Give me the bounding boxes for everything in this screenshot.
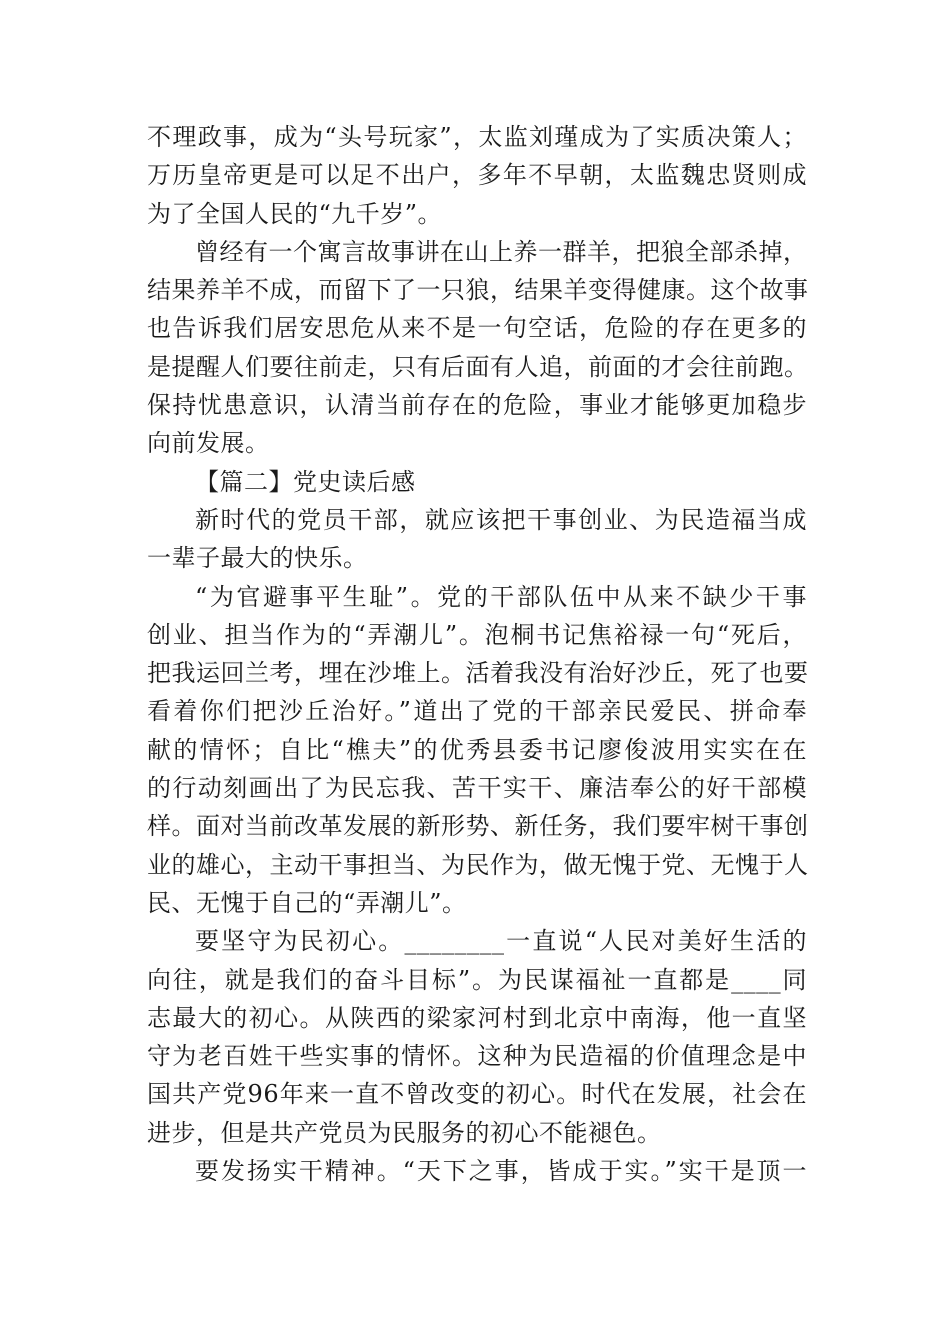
text-line: 业的雄心，主动干事担当、为民作为，做无愧于党、无愧于人 [147,850,809,879]
text-line: 新时代的党员干部，就应该把干事创业、为民造福当成 [195,505,807,534]
text-line: 献的情怀；自比“樵夫”的优秀县委书记廖俊波用实实在在 [147,735,807,764]
text-line: 要坚守为民初心。________一直说“人民对美好生活的 [195,927,807,956]
text-line: 一辈子最大的快乐。 [147,544,368,573]
text-line: 样。面对当前改革发展的新形势、新任务，我们要牢树干事创 [147,812,809,841]
text-line: 守为老百姓干些实事的情怀。这种为民造福的价值理念是中 [147,1042,807,1071]
text-line: 是提醒人们要往前走，只有后面有人追，前面的才会往前跑。 [147,352,809,381]
text-line: 不理政事，成为“头号玩家”，太监刘瑾成为了实质决策人； [147,123,807,151]
text-line: 志最大的初心。从陕西的梁家河村到北京中南海，他一直坚 [147,1003,807,1032]
text-line: 向往，就是我们的奋斗目标”。为民谋福祉一直都是____同 [147,965,807,994]
document-body [147,118,807,1190]
text-line: “为官避事平生耻”。党的干部队伍中从来不缺少干事 [195,582,807,611]
text-line: 把我运回兰考，埋在沙堆上。活着我没有治好沙丘，死了也要 [147,659,809,688]
text-line: 曾经有一个寓言故事讲在山上养一群羊，把狼全部杀掉， [195,237,808,266]
text-line: 万历皇帝更是可以足不出户，多年不早朝，太监魏忠贤则成 [147,161,807,190]
text-line: 看着你们把沙丘治好。”道出了党的干部亲民爱民、拼命奉 [147,697,807,726]
section-heading: 【篇二】党史读后感 [195,467,416,496]
text-line: 的行动刻画出了为民忘我、苦干实干、廉洁奉公的好干部模 [147,774,807,803]
text-line: 也告诉我们居安思危从来不是一句空话，危险的存在更多的 [147,314,807,343]
text-line: 国共产党96年来一直不曾改变的初心。时代在发展，社会在 [147,1080,807,1109]
text-line: 为了全国人民的“九千岁”。 [147,199,443,228]
text-line: 创业、担当作为的“弄潮儿”。泡桐书记焦裕禄一句“死后， [147,620,807,649]
text-line: 要发扬实干精神。“天下之事，皆成于实。”实干是顶一 [195,1157,807,1186]
text-line: 保持忧患意识，认清当前存在的危险，事业才能够更加稳步 [147,391,807,420]
text-line: 结果养羊不成，而留下了一只狼，结果羊变得健康。这个故事 [147,276,809,305]
text-line: 进步，但是共产党员为民服务的初心不能褪色。 [147,1118,662,1147]
text-line: 向前发展。 [147,429,270,458]
text-line: 民、无愧于自己的“弄潮儿”。 [147,888,467,917]
